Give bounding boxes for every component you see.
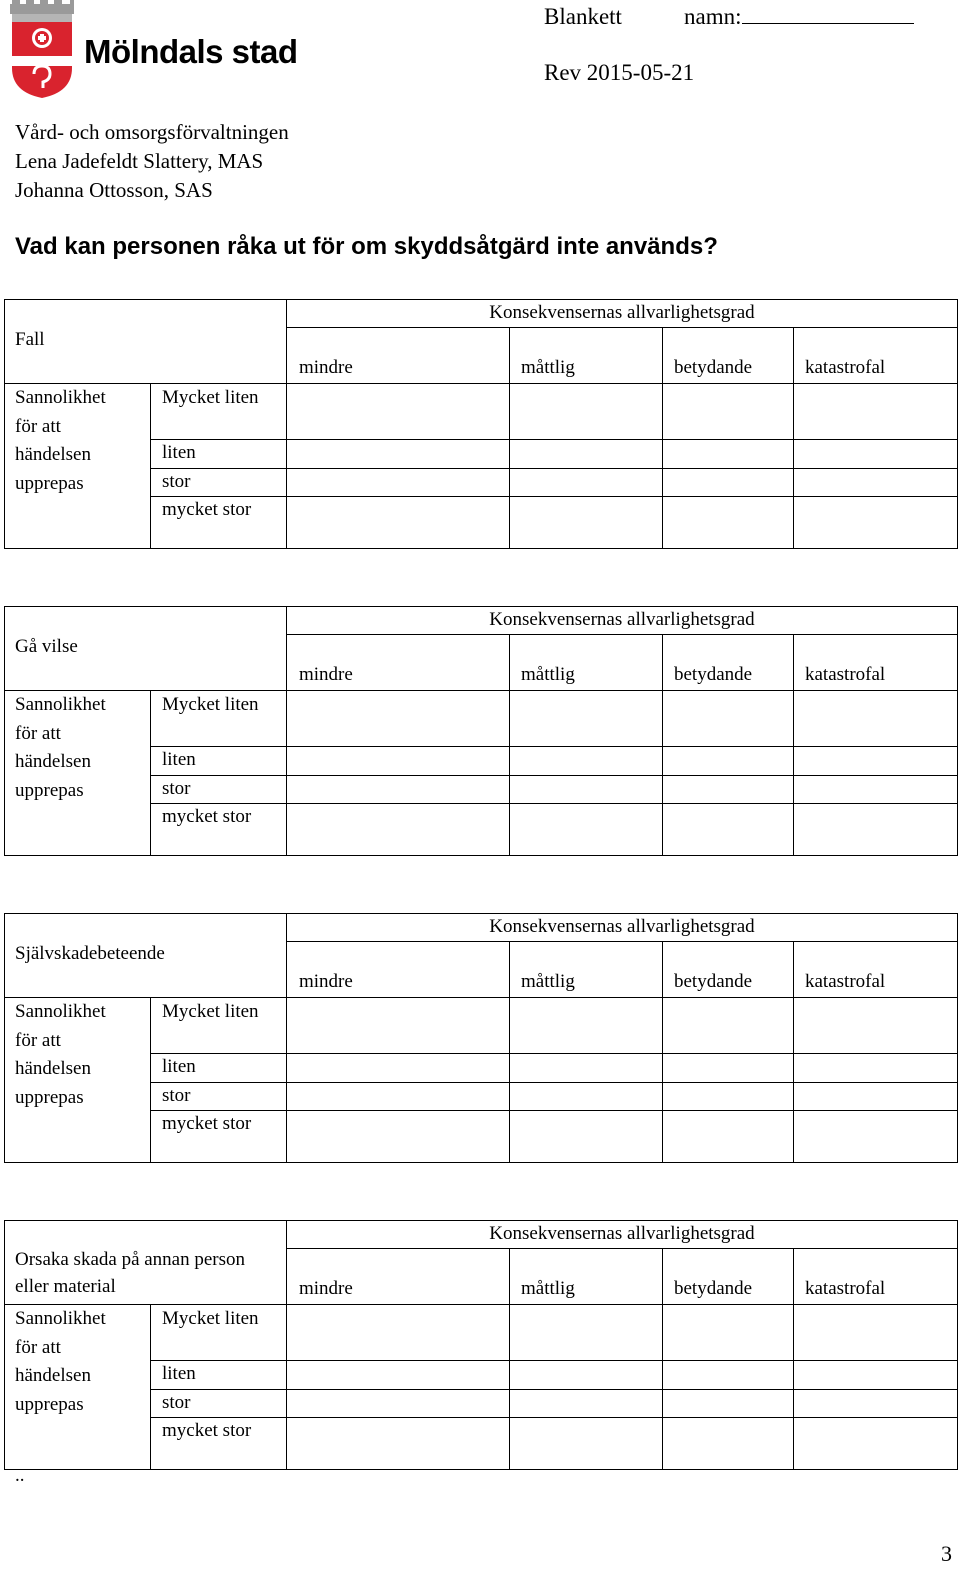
matrix-input-cell[interactable] xyxy=(793,468,958,497)
matrix-input-cell[interactable] xyxy=(286,383,510,440)
consequence-header: Konsekvensernas allvarlighetsgrad xyxy=(489,609,755,630)
matrix-input-cell[interactable] xyxy=(793,1389,958,1418)
consequence-level-label: betydande xyxy=(674,971,753,992)
matrix-input-cell[interactable] xyxy=(793,1360,958,1390)
matrix-input-cell[interactable] xyxy=(662,1082,794,1111)
matrix-input-cell[interactable] xyxy=(793,496,958,549)
probability-label: händelsen xyxy=(15,1365,91,1386)
consequence-level-label: måttlig xyxy=(521,971,575,992)
probability-label: upprepas xyxy=(15,1086,84,1108)
matrix-input-cell[interactable] xyxy=(662,746,794,776)
matrix-input-cell[interactable] xyxy=(793,383,958,440)
matrix-input-cell[interactable] xyxy=(793,803,958,856)
matrix-input-cell[interactable] xyxy=(662,1053,794,1083)
matrix-input-cell[interactable] xyxy=(286,1389,510,1418)
matrix-input-cell[interactable] xyxy=(509,690,663,747)
probability-label: för att xyxy=(15,415,61,437)
matrix-title: Självskadebeteende xyxy=(15,943,165,964)
probability-level-label: mycket stor xyxy=(162,1113,252,1134)
probability-level-label: liten xyxy=(162,1363,196,1384)
probability-level-label: mycket stor xyxy=(162,499,252,520)
probability-level-label: Mycket liten xyxy=(162,1001,259,1022)
probability-level-label: liten xyxy=(162,1056,196,1077)
probability-level-label: stor xyxy=(162,471,191,492)
matrix-input-cell[interactable] xyxy=(662,496,794,549)
matrix-input-cell[interactable] xyxy=(662,1304,794,1361)
matrix-input-cell[interactable] xyxy=(662,775,794,804)
probability-label: Sannolikhet xyxy=(15,694,106,715)
department-name: Vård- och omsorgsförvaltningen xyxy=(15,120,289,144)
matrix-title: Fall xyxy=(15,329,45,350)
consequence-level-label: måttlig xyxy=(521,357,575,378)
consequence-header: Konsekvensernas allvarlighetsgrad xyxy=(489,1223,755,1244)
matrix-input-cell[interactable] xyxy=(286,775,510,804)
consequence-level-label: katastrofal xyxy=(805,971,886,992)
blankett-label: Blankett xyxy=(544,4,622,29)
risk-matrix xyxy=(4,299,958,549)
trailing-dots: .. xyxy=(15,1465,25,1486)
matrix-input-cell[interactable] xyxy=(286,1053,510,1083)
consequence-level-label: katastrofal xyxy=(805,664,886,685)
revision-date: Rev 2015-05-21 xyxy=(544,60,695,85)
matrix-input-cell[interactable] xyxy=(509,1110,663,1163)
namn-label: namn: xyxy=(684,4,742,29)
matrix-input-cell[interactable] xyxy=(509,775,663,804)
consequence-level-label: mindre xyxy=(299,357,353,378)
consequence-level-label: betydande xyxy=(674,664,753,685)
matrix-input-cell[interactable] xyxy=(286,496,510,549)
risk-matrix xyxy=(4,913,958,1163)
probability-level-label: Mycket liten xyxy=(162,387,259,408)
matrix-input-cell[interactable] xyxy=(509,1360,663,1390)
matrix-input-cell[interactable] xyxy=(662,383,794,440)
risk-matrix xyxy=(4,1220,958,1470)
contact-person-2: Johanna Ottosson, SAS xyxy=(15,178,213,202)
matrix-input-cell[interactable] xyxy=(662,1389,794,1418)
matrix-input-cell[interactable] xyxy=(286,468,510,497)
matrix-input-cell[interactable] xyxy=(662,690,794,747)
namn-input-line[interactable] xyxy=(742,5,914,24)
probability-label: Sannolikhet xyxy=(15,387,106,408)
matrix-input-cell[interactable] xyxy=(793,439,958,469)
matrix-input-cell[interactable] xyxy=(793,1110,958,1163)
matrix-title: Gå vilse xyxy=(15,636,78,657)
probability-level-label: stor xyxy=(162,1085,191,1106)
consequence-header: Konsekvensernas allvarlighetsgrad xyxy=(489,302,755,323)
page-number: 3 xyxy=(941,1541,952,1566)
contact-person-1: Lena Jadefeldt Slattery, MAS xyxy=(15,149,264,173)
probability-label: händelsen xyxy=(15,1058,91,1079)
consequence-level-label: katastrofal xyxy=(805,357,886,378)
matrix-input-cell[interactable] xyxy=(662,468,794,497)
matrix-input-cell[interactable] xyxy=(509,1053,663,1083)
matrix-input-cell[interactable] xyxy=(509,1082,663,1111)
matrix-input-cell[interactable] xyxy=(662,1110,794,1163)
matrix-input-cell[interactable] xyxy=(286,1110,510,1163)
probability-level-label: stor xyxy=(162,778,191,799)
matrix-input-cell[interactable] xyxy=(509,1389,663,1418)
matrix-input-cell[interactable] xyxy=(793,746,958,776)
matrix-input-cell[interactable] xyxy=(662,997,794,1054)
consequence-level-label: mindre xyxy=(299,664,353,685)
matrix-input-cell[interactable] xyxy=(286,1417,510,1470)
matrix-input-cell[interactable] xyxy=(509,746,663,776)
matrix-input-cell[interactable] xyxy=(662,1360,794,1390)
probability-level-label: stor xyxy=(162,1392,191,1413)
matrix-input-cell[interactable] xyxy=(286,439,510,469)
matrix-title: Orsaka skada på annan person xyxy=(15,1249,246,1270)
probability-label: upprepas xyxy=(15,1393,84,1415)
matrix-title: eller material xyxy=(15,1276,116,1297)
matrix-input-cell[interactable] xyxy=(793,1053,958,1083)
probability-label: händelsen xyxy=(15,444,91,465)
probability-label: upprepas xyxy=(15,472,84,494)
probability-level-label: mycket stor xyxy=(162,1420,252,1441)
matrix-input-cell[interactable] xyxy=(509,1417,663,1470)
probability-label: Sannolikhet xyxy=(15,1001,106,1022)
matrix-input-cell[interactable] xyxy=(793,690,958,747)
matrix-input-cell[interactable] xyxy=(793,1304,958,1361)
matrix-input-cell[interactable] xyxy=(286,746,510,776)
matrix-input-cell[interactable] xyxy=(286,803,510,856)
consequence-level-label: betydande xyxy=(674,357,753,378)
matrix-input-cell[interactable] xyxy=(509,1304,663,1361)
probability-level-label: mycket stor xyxy=(162,806,252,827)
logo-wordmark: Mölndals stad xyxy=(84,33,298,70)
consequence-level-label: betydande xyxy=(674,1278,753,1299)
matrix-input-cell[interactable] xyxy=(286,1304,510,1361)
organization-block xyxy=(15,118,289,205)
consequence-level-label: mindre xyxy=(299,971,353,992)
matrix-title-cell xyxy=(4,299,287,384)
consequence-level-label: katastrofal xyxy=(805,1278,886,1299)
probability-label: för att xyxy=(15,1029,61,1051)
consequence-header: Konsekvensernas allvarlighetsgrad xyxy=(489,916,755,937)
page-question: Vad kan personen råka ut för om skyddsåtgärd inte används? xyxy=(15,233,718,260)
matrix-input-cell[interactable] xyxy=(793,997,958,1054)
probability-label: upprepas xyxy=(15,779,84,801)
probability-level-label: Mycket liten xyxy=(162,1308,259,1329)
matrix-input-cell[interactable] xyxy=(286,1360,510,1390)
matrix-input-cell[interactable] xyxy=(509,468,663,497)
matrix-input-cell[interactable] xyxy=(793,1082,958,1111)
matrix-input-cell[interactable] xyxy=(509,997,663,1054)
risk-matrix xyxy=(4,606,958,856)
probability-level-label: liten xyxy=(162,442,196,463)
matrix-input-cell[interactable] xyxy=(509,496,663,549)
probability-label: Sannolikhet xyxy=(15,1308,106,1329)
matrix-input-cell[interactable] xyxy=(793,1417,958,1470)
matrix-input-cell[interactable] xyxy=(509,439,663,469)
matrix-input-cell[interactable] xyxy=(286,690,510,747)
consequence-level-label: mindre xyxy=(299,1278,353,1299)
consequence-level-label: måttlig xyxy=(521,664,575,685)
namn-field xyxy=(684,4,914,30)
matrix-input-cell[interactable] xyxy=(286,997,510,1054)
matrix-input-cell[interactable] xyxy=(509,383,663,440)
consequence-level-label: måttlig xyxy=(521,1278,575,1299)
matrix-input-cell[interactable] xyxy=(662,803,794,856)
probability-label: händelsen xyxy=(15,751,91,772)
matrix-input-cell[interactable] xyxy=(286,1082,510,1111)
matrix-input-cell[interactable] xyxy=(662,1417,794,1470)
probability-label: för att xyxy=(15,722,61,744)
probability-level-label: Mycket liten xyxy=(162,694,259,715)
probability-level-label: liten xyxy=(162,749,196,770)
matrix-input-cell[interactable] xyxy=(793,775,958,804)
probability-label: för att xyxy=(15,1336,61,1358)
matrix-input-cell[interactable] xyxy=(509,803,663,856)
coat-of-arms-icon xyxy=(10,0,74,98)
matrix-input-cell[interactable] xyxy=(662,439,794,469)
